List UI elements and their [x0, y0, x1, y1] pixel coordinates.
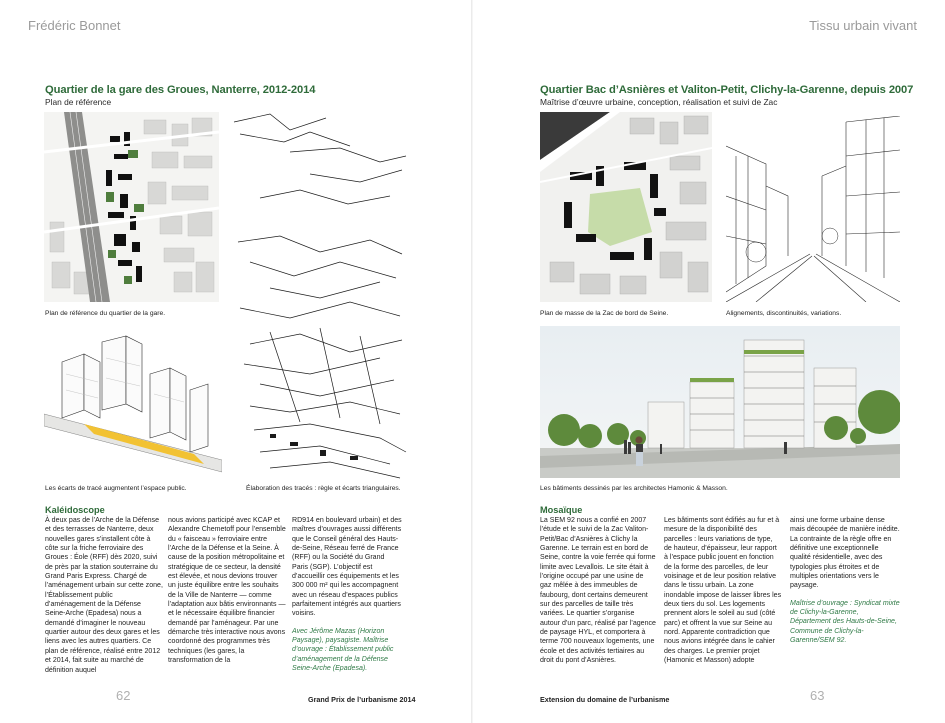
buildings-photo-figure [540, 326, 900, 478]
project-title-left: Quartier de la gare des Groues, Nanterre, 2012-2014 [45, 84, 316, 96]
footer-left: Grand Prix de l’urbanisme 2014 [308, 695, 416, 704]
master-plan-figure [540, 112, 712, 302]
footer-right: Extension du domaine de l’urbanisme [540, 695, 670, 704]
running-head-left: Frédéric Bonnet [28, 18, 121, 33]
body-column-right-2: Les bâtiments sont édifiés au fur et à mesure de la disponibilité des parcelles : leurs variations de type, de hauteur, d’épaisseur, leur rapport à l’espace public jouent en fonction de la forme des parcelles, de leur voisinage et de leur position relative dans le tissu urbain. La zone inondable impose de laisser libres les deux tiers du sol. Les logements prennent alors le soleil au sud (côté parc) et offrent la vue sur Seine au nord. Apparente contradiction que nous avions intégrée dans le cahier des charges. Le premier projet (Hamonic et Masson) adopte [664, 517, 782, 665]
body-column-left-1: À deux pas de l’Arche de la Défense et des terrasses de Nanterre, deux nouvelles gares s’installent côte à côte sur la friche ferroviaire des Groues : Éole (RFF) dès 2020, suivi de près par la station souterraine du Grand Paris Express. Chargé de l’aménagement urbain sur cette zone, l’Établissement public d’aménagement de la Défense Seine-Arche (Epadesa) nous a demandé d’imaginer le nouveau quartier autour des deux gares et les liens avec les autres quartiers. Ce plan de référence, réalisé entre 2012 et 2014, fait suite au marché de définition auquel [45, 517, 163, 674]
body-column-left-3 [292, 516, 402, 674]
credit-note-right: Maîtrise d’ouvrage : Syndicat mixte de Clichy-la-Garenne, Département des Hauts-de-Seine, Commune de Clichy-la-Garenne/SEM 92. [790, 599, 900, 645]
caption-axonometric: Les écarts de tracé augmentent l’espace public. [45, 485, 187, 492]
credit-note-left: Avec Jérôme Mazas (Horizon Paysage), paysagiste. Maîtrise d’ouvrage : Établissement public d’aménagement de la Défense Seine-Arche (Epadesa). [292, 627, 394, 673]
reference-plan-figure [44, 112, 219, 302]
trace-sketches-figure [230, 112, 408, 482]
project-subtitle-right: Maîtrise d’œuvre urbaine, conception, réalisation et suivi de Zac [540, 97, 778, 107]
project-subtitle-left: Plan de référence [45, 97, 112, 107]
section-heading-left: Kaléidoscope [45, 505, 105, 515]
body-column-right-1: La SEM 92 nous a confié en 2007 l’étude et le suivi de la Zac Valiton-Petit/Bac d’Asnières à Clichy la Garenne. Le terrain est en bord de Seine, contre la voie ferrée qui forme limite avec Levallois. Le site était à l’origine occupé par une usine de gaz mêlée à des immeubles de faubourg, dont certains demeurent sur des parcelles de taille très variées. Le quartier s’organise autour d’un parc, réalisé par l’agence de paysage HYL, et comportera à terme 700 nouveaux logements, une école et des activités tertiaires au droit du pont d’Asnières. [540, 517, 656, 665]
street-sketch-figure [726, 116, 900, 302]
caption-traces: Élaboration des tracés : règle et écarts triangulaires. [246, 485, 401, 492]
caption-reference-plan: Plan de référence du quartier de la gare. [45, 310, 166, 317]
caption-master-plan: Plan de masse de la Zac de bord de Seine. [540, 310, 669, 317]
page-number-left: 62 [116, 688, 131, 703]
axonometric-figure [44, 334, 222, 482]
body-text-left-3: RD914 en boulevard urbain) et des maîtres d’ouvrages aussi différents que le Conseil général des Hauts-de-Seine, Réseau ferré de France (RFF) ou la Société du Grand Paris (SGP). L’objectif est d’accueillir ces équipements et les 300 000 m² qui les accompagnent avec un réseau d’espaces publics parfaitement intégrés aux quartiers voisins. [292, 517, 402, 618]
section-heading-right: Mosaïque [540, 505, 583, 515]
body-column-right-3 [790, 516, 900, 645]
body-text-right-3: ainsi une forme urbaine dense mais découpée de manière inédite. La contrainte de la règle offre en définitive une exceptionnelle qualité résidentielle, avec des typologies plus étroites et de multiples orientations vers le paysage. [790, 517, 900, 590]
body-column-left-2: nous avions participé avec KCAP et Alexandre Chemetoff pour l’ensemble du « faisceau » ferroviaire entre l’Arche de la Défense et la Seine. À cause de la position métropolitaine et stratégique de ce secteur, la densité est élevée, et nous devions trouver un juste équilibre entre les souhaits de la Ville de Nanterre — comme l’adaptation aux bâtis environnants — et le nécessaire équilibre financier demandé par l’aménageur. Par une démarche très interactive nous avons coordonné des programmes très techniques (les gares, la transformation de la [168, 517, 286, 665]
running-head-right: Tissu urbain vivant [809, 18, 917, 33]
caption-street: Alignements, discontinuités, variations. [726, 310, 842, 317]
caption-photo: Les bâtiments dessinés par les architectes Hamonic & Masson. [540, 485, 728, 492]
page-number-right: 63 [810, 688, 825, 703]
project-title-right: Quartier Bac d’Asnières et Valiton-Petit, Clichy-la-Garenne, depuis 2007 [540, 84, 914, 96]
gutter [471, 0, 473, 723]
